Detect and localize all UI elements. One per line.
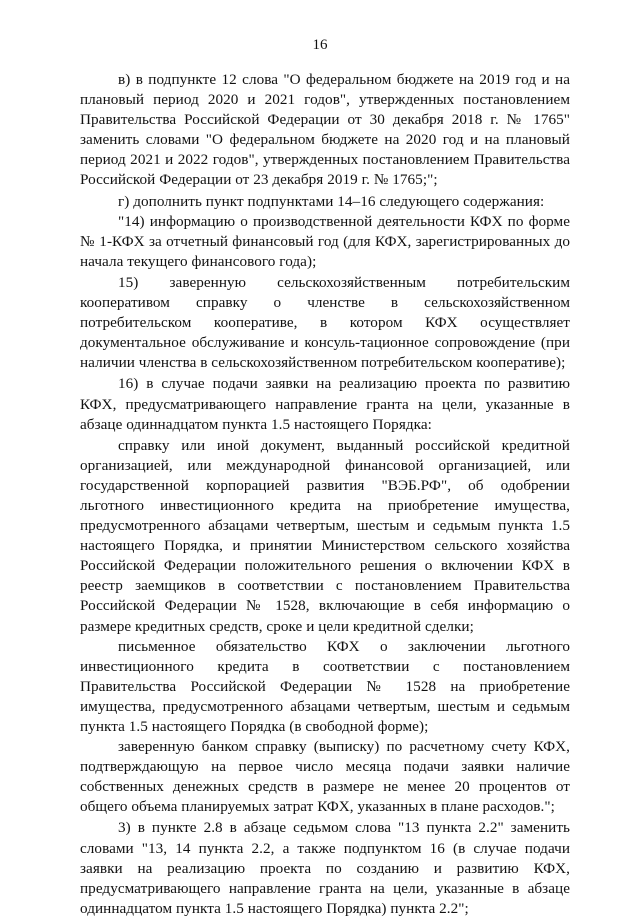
paragraph-amendment-g: г) дополнить пункт подпунктами 14–16 следующего содержания:: [118, 192, 545, 210]
paragraph-item-14: "14) информацию о производственной деятельности КФХ по форме № 1-КФХ за отчетный финансовый год (для КФХ, зарегистрированных до начала текущего финансового года);: [80, 212, 570, 270]
document-body: [80, 70, 570, 919]
page-number: 16: [312, 37, 328, 53]
paragraph-amendment-v: в) в подпункте 12 слова "О федеральном бюджете на 2019 год и на плановый период 2020 и 2021 годов", утвержденных постановлением Правительства Российской Федерации от 30 декабря 2018 г. № 1765" заменить словами "О федеральном бюджете на 2020 год и на плановый период 2021 и 2022 годов", утвержденных постановлением Правительства Российской Федерации от 23 декабря 2019 г. № 1765;";: [80, 71, 570, 189]
paragraph-bank-certificate: справку или иной документ, выданный российской кредитной организацией, или международной финансовой организацией, или государственной корпорацией развития "ВЭБ.РФ", об одобрении льготного инвестиционного кредита на приобретение имущества, предусмотренного абзацами четвертым, шестым и седьмым пункта 1.5 настоящего Порядка, и принятии Министерством сельского хозяйства Российской Федерации положительного решения о включении КФХ в реестр заемщиков в соответствии с постановлением Правительства Российской Федерации № 1528, включающие в себя информацию о размере кредитных средств, сроке и цели кредитной сделки;: [80, 436, 570, 635]
paragraph-written-obligation: письменное обязательство КФХ о заключении льготного инвестиционного кредита в соответствии с постановлением Правительства Российской Федерации № 1528 на приобретение имущества, предусмотренного абзацами четвертым, шестым и седьмым пункта 1.5 настоящего Порядка (в свободной форме);: [80, 637, 570, 735]
paragraph-amendment-3: 3) в пункте 2.8 в абзаце седьмом слова "13 пункта 2.2" заменить словами "13, 14 пункта 2.2, а также подпунктом 16 (в случае подачи заявки на реализацию проекта по созданию и развитию КФХ, предусматривающего направление гранта на цели, указанные в абзаце одиннадцатом пункта 1.5 настоящего Порядка) пункта 2.2";: [80, 819, 570, 917]
paragraph-item-15: 15) заверенную сельскохозяйственным потребительским кооперативом справку о членстве в сельскохозяйственном потребительском кооперативе, в котором КФХ осуществляет документальное обслуживание и консуль-тационное сопровождение (при наличии членства в сельскохозяйственном потребительском кооперативе);: [80, 273, 570, 372]
paragraph-account-statement: заверенную банком справку (выписку) по расчетному счету КФХ, подтверждающую на первое число месяца подачи заявки наличие собственных денежных средств в размере не менее 20 процентов от общего объема планируемых затрат КФХ, указанных в плане расходов.";: [80, 738, 570, 816]
paragraph-item-16: 16) в случае подачи заявки на реализацию проекта по развитию КФХ, предусматривающего направление гранта на цели, указанные в абзаце одиннадцатом пункта 1.5 настоящего Порядка:: [80, 375, 570, 433]
